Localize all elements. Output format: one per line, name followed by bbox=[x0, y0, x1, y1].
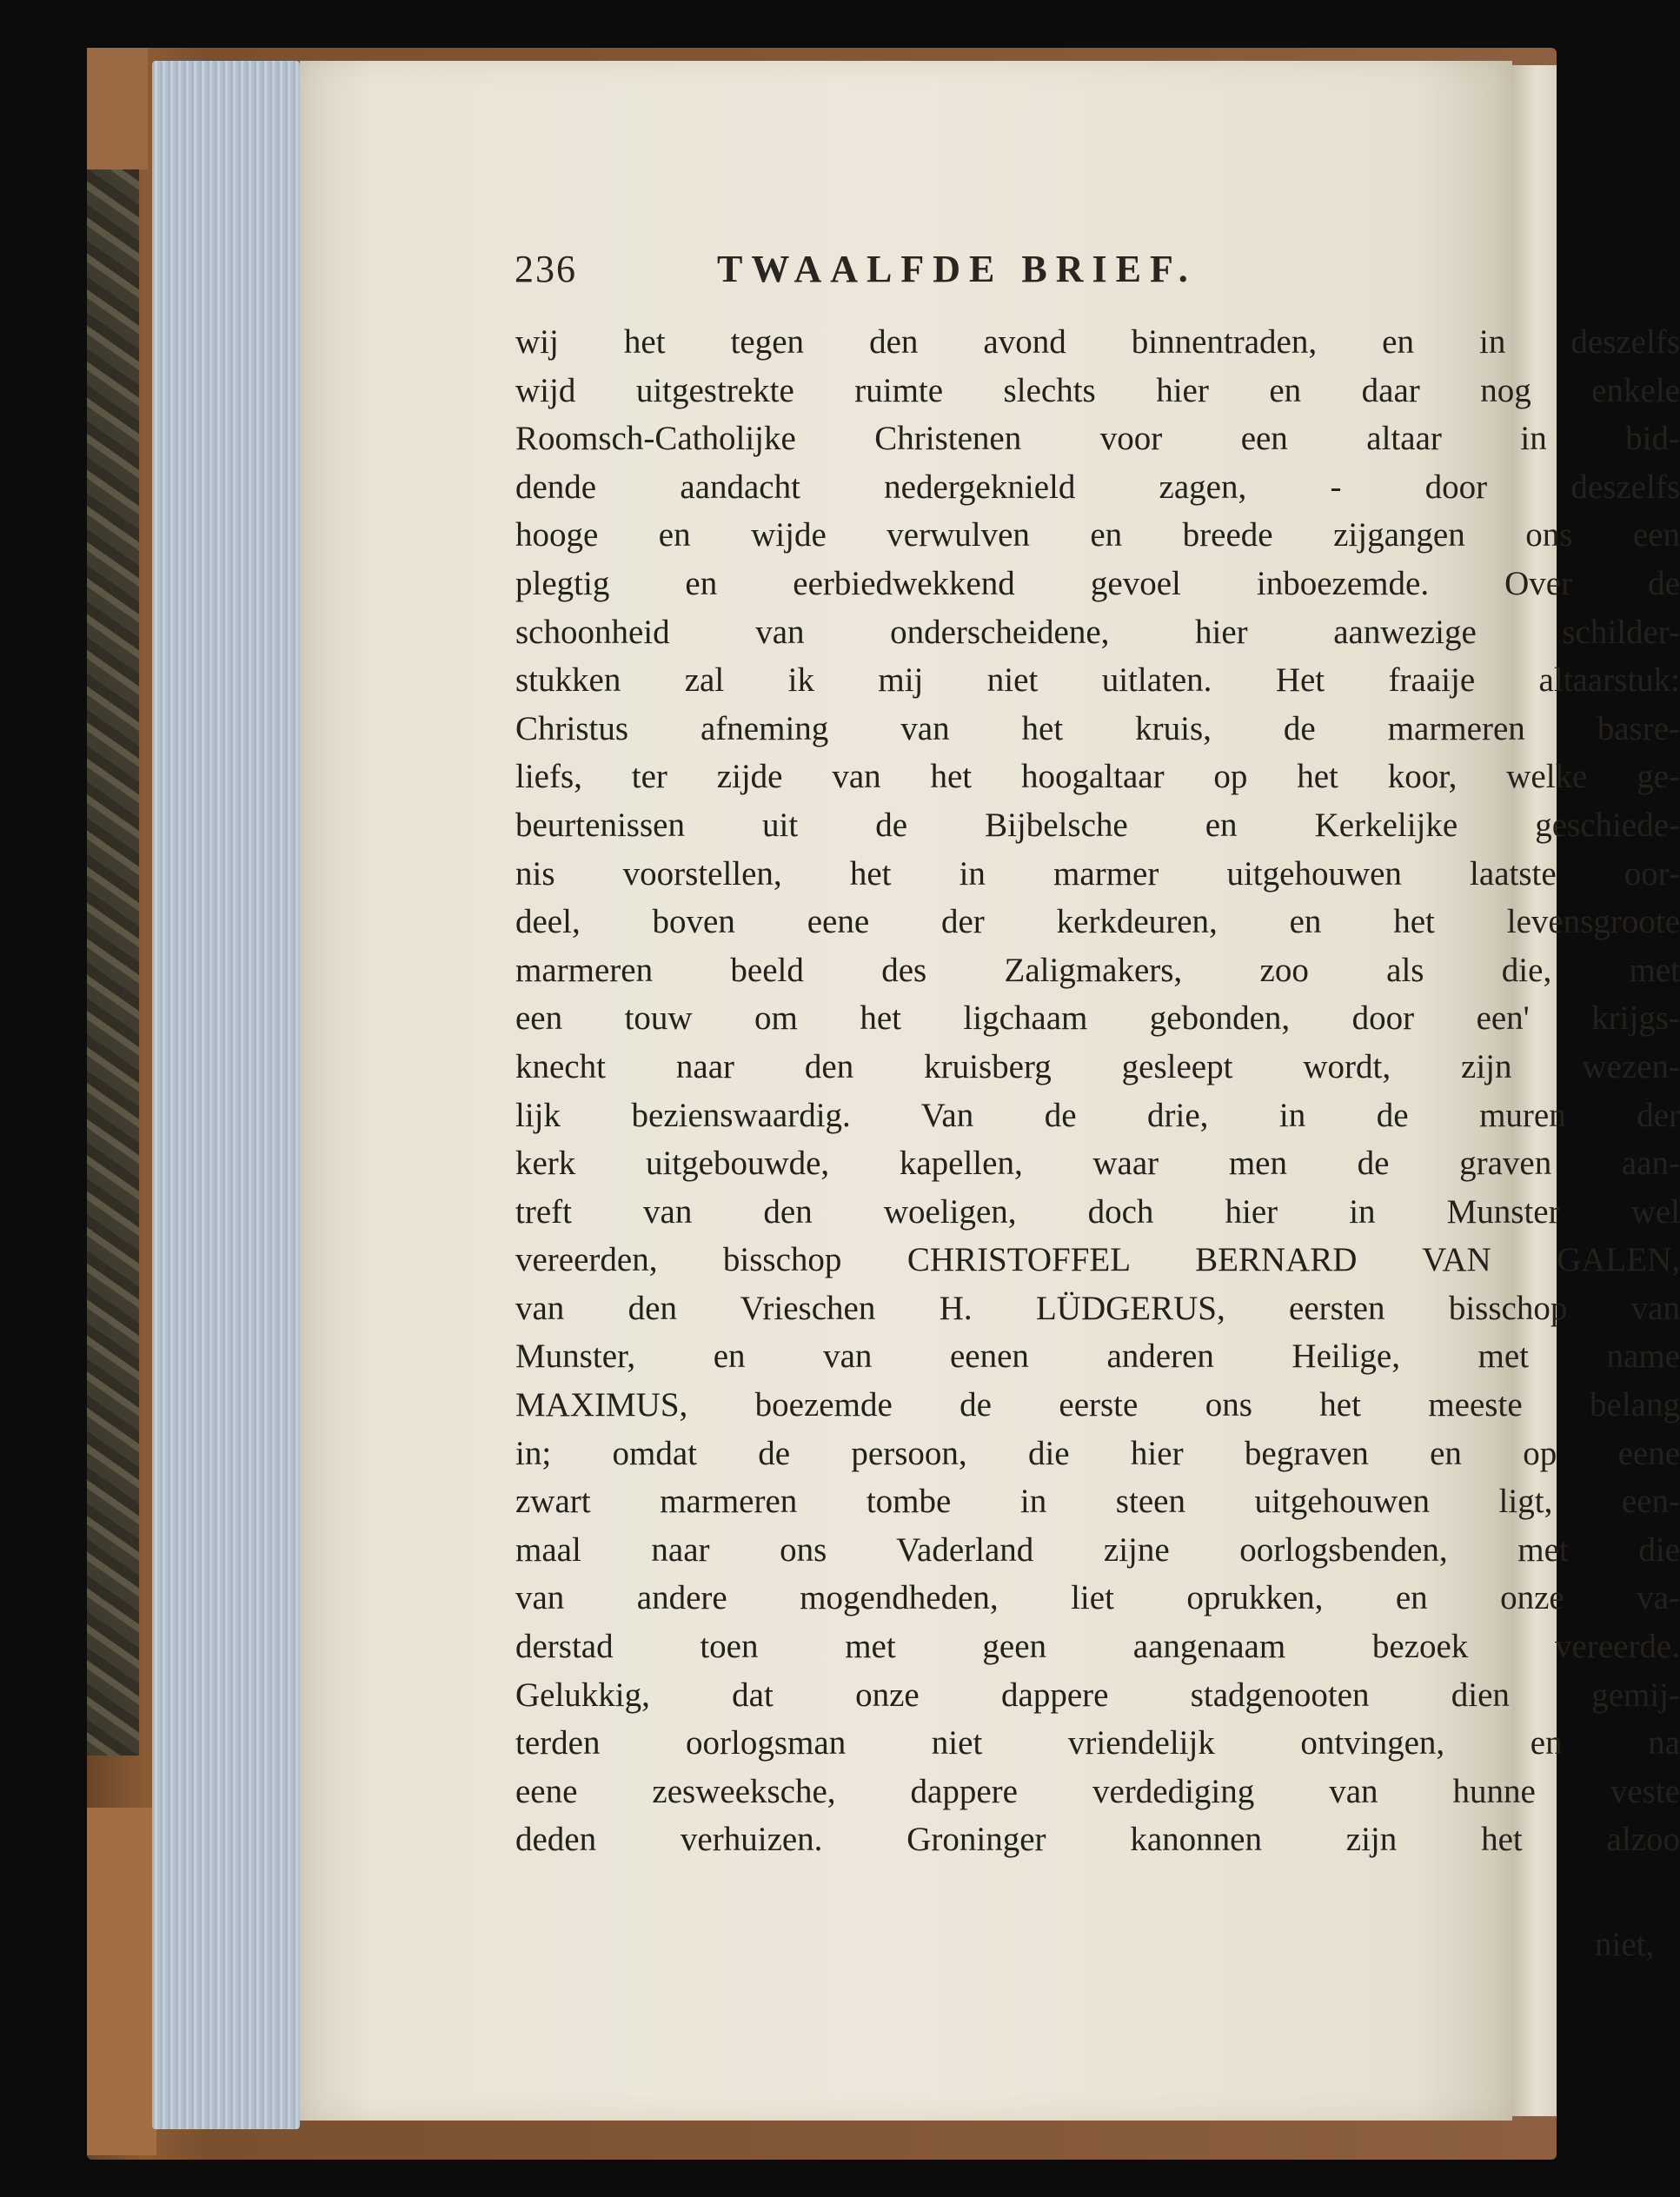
text-line: treft van den woeligen, doch hier in Munster wel bbox=[515, 1192, 1680, 1231]
leather-corner-bottom bbox=[87, 1808, 156, 2155]
text-line: Christus afneming van het kruis, de marmeren basre- bbox=[515, 709, 1680, 747]
text-line: lijk bezienswaardig. Van de drie, in de muren der bbox=[515, 1096, 1680, 1134]
text-line: hooge en wijde verwulven en breede zijgangen ons een bbox=[515, 516, 1680, 554]
text-line: liefs, ter zijde van het hoogaltaar op het koor, welke ge- bbox=[515, 758, 1680, 796]
text-line: deden verhuizen. Groninger kanonnen zijn het alzoo bbox=[515, 1821, 1680, 1859]
text-line: wijd uitgestrekte ruimte slechts hier en daar nog enkele bbox=[515, 371, 1680, 409]
text-line: plegtig en eerbiedwekkend gevoel inboezemde. Over de bbox=[515, 564, 1680, 602]
text-line: terden oorlogsman niet vriendelijk ontvingen, en na bbox=[515, 1724, 1680, 1762]
marbled-board bbox=[87, 104, 139, 1756]
text-line: een touw om het ligchaam gebonden, door een' krijgs- bbox=[515, 999, 1680, 1038]
text-line: deel, boven eene der kerkdeuren, en het levensgroote bbox=[515, 903, 1680, 941]
text-line: kerk uitgebouwde, kapellen, waar men de graven aan- bbox=[515, 1145, 1680, 1183]
text-line: maal naar ons Vaderland zijne oorlogsbenden, met die bbox=[515, 1530, 1680, 1569]
body-text bbox=[515, 318, 1680, 1864]
text-line: Gelukkig, dat onze dappere stadgenooten dien gemij- bbox=[515, 1676, 1680, 1714]
text-line: knecht naar den kruisberg gesleept wordt, zijn wezen- bbox=[515, 1047, 1680, 1085]
text-line: stukken zal ik mij niet uitlaten. Het fraaije altaarstuk: bbox=[515, 661, 1680, 700]
book-page bbox=[300, 61, 1680, 2121]
text-line: schoonheid van onderscheidene, hier aanwezige schilder- bbox=[515, 613, 1680, 651]
text-line: nis voorstellen, het in marmer uitgehouwen laatste oor- bbox=[515, 854, 1680, 893]
text-line: vereerden, bisschop CHRISTOFFEL BERNARD VAN GALEN, bbox=[515, 1241, 1680, 1279]
text-line: van den Vrieschen H. LÜDGERUS, eersten bisschop van bbox=[515, 1289, 1680, 1327]
page-header bbox=[300, 235, 1512, 304]
page-number: 236 bbox=[515, 248, 577, 290]
text-line: beurtenissen uit de Bijbelsche en Kerkelijke geschiede- bbox=[515, 806, 1680, 844]
text-line: in; omdat de persoon, die hier begraven en op eene bbox=[515, 1434, 1680, 1472]
text-line: marmeren beeld des Zaligmakers, zoo als die, met bbox=[515, 951, 1680, 989]
page-edges bbox=[152, 61, 300, 2129]
text-line: MAXIMUS, boezemde de eerste ons het meeste belang bbox=[515, 1386, 1680, 1424]
running-title: TWAALFDE BRIEF. bbox=[717, 248, 1197, 290]
catchword: niet, bbox=[1595, 1926, 1655, 1963]
leather-corner-top bbox=[87, 48, 148, 169]
text-line: Munster, en van eenen anderen Heilige, met name bbox=[515, 1337, 1680, 1376]
text-line: Roomsch-Catholijke Christenen voor een altaar in bid- bbox=[515, 420, 1680, 458]
text-line: dende aandacht nedergeknield zagen, - door deszelfs bbox=[515, 468, 1680, 506]
text-line: eene zesweeksche, dappere verdediging van hunne veste bbox=[515, 1772, 1680, 1810]
text-line: van andere mogendheden, liet oprukken, en onze va- bbox=[515, 1579, 1680, 1617]
text-line: derstad toen met geen aangenaam bezoek vereerde. bbox=[515, 1628, 1680, 1666]
text-line: wij het tegen den avond binnentraden, en in deszelfs bbox=[515, 323, 1680, 361]
text-line: zwart marmeren tombe in steen uitgehouwen ligt, een- bbox=[515, 1483, 1680, 1521]
